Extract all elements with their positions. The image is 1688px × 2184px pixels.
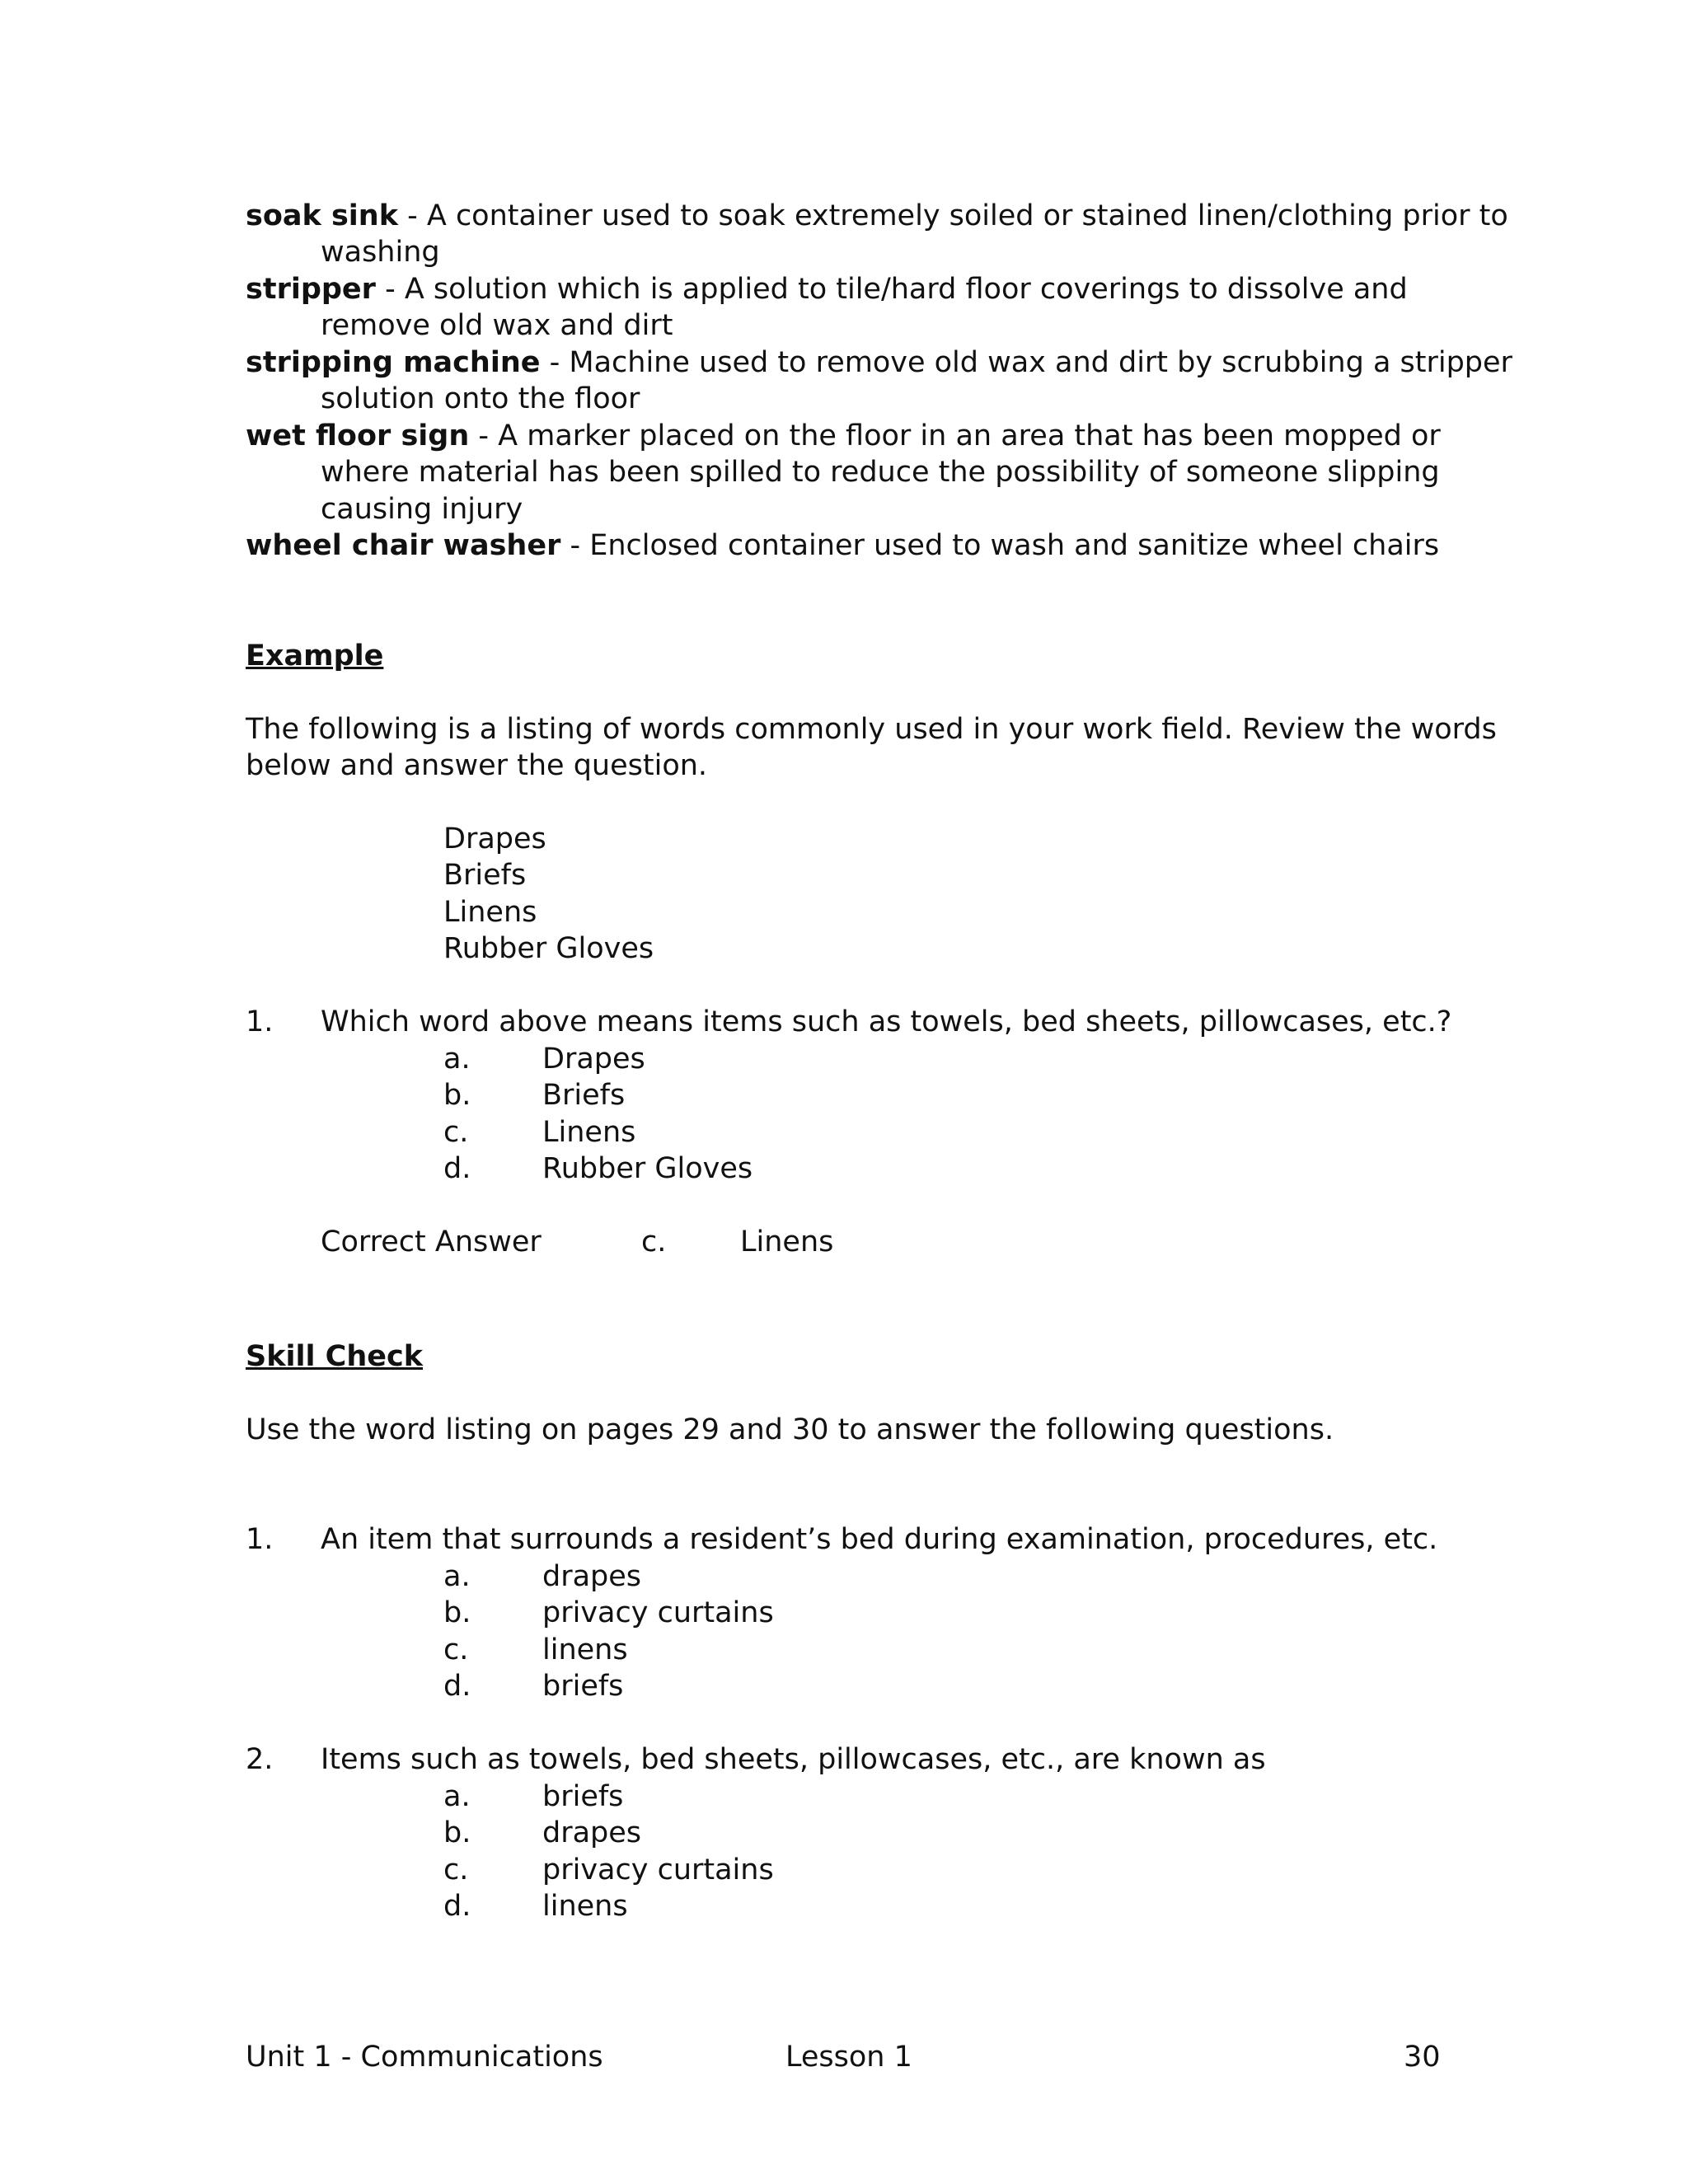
option-letter: b. xyxy=(443,1816,471,1849)
option-text: linens xyxy=(542,1633,628,1666)
glossary-term: stripper xyxy=(246,273,376,306)
option-letter: c. xyxy=(443,1633,469,1666)
glossary-definition-continued: where material has been spilled to reduce the possibility of someone slipping xyxy=(321,456,1440,489)
skill-check-intro: Use the word listing on pages 29 and 30 to answer the following questions. xyxy=(246,1413,1334,1446)
option-letter: a. xyxy=(443,1560,471,1593)
glossary-entry xyxy=(246,198,1508,234)
glossary-term: soak sink xyxy=(246,199,398,232)
option-text: Drapes xyxy=(542,1043,645,1076)
option-letter: b. xyxy=(443,1596,471,1629)
option-text: briefs xyxy=(542,1670,624,1703)
correct-answer-letter: c. xyxy=(641,1226,667,1258)
glossary-entry xyxy=(246,418,1441,454)
glossary-separator: - xyxy=(375,273,405,306)
glossary-term: wet floor sign xyxy=(246,419,470,452)
word-list-item: Rubber Gloves xyxy=(443,932,654,965)
option-text: Linens xyxy=(542,1116,636,1149)
glossary-definition: A container used to soak extremely soiled or stained linen/clothing prior to xyxy=(426,199,1508,232)
glossary-definition: A marker placed on the floor in an area that has been mopped or xyxy=(498,419,1441,452)
glossary-definition-continued: causing injury xyxy=(321,493,523,526)
page-number: 30 xyxy=(1404,2041,1441,2074)
correct-answer-text: Linens xyxy=(740,1226,834,1258)
example-heading: Example xyxy=(246,640,384,673)
option-letter: c. xyxy=(443,1116,469,1149)
question-number: 2. xyxy=(246,1743,274,1776)
footer-unit: Unit 1 - Communications xyxy=(246,2041,603,2074)
glossary-definition: Machine used to remove old wax and dirt by scrubbing a stripper xyxy=(569,346,1512,379)
correct-answer-label: Correct Answer xyxy=(321,1226,542,1258)
glossary-term: wheel chair washer xyxy=(246,529,561,562)
question-number: 1. xyxy=(246,1005,274,1038)
glossary-entry xyxy=(246,271,1408,307)
option-letter: b. xyxy=(443,1079,471,1112)
glossary-definition-continued: solution onto the floor xyxy=(321,382,640,415)
option-text: briefs xyxy=(542,1780,624,1813)
question-number: 1. xyxy=(246,1523,274,1556)
option-text: drapes xyxy=(542,1816,642,1849)
example-intro-line: below and answer the question. xyxy=(246,749,708,782)
option-text: Briefs xyxy=(542,1079,626,1112)
example-intro-line: The following is a listing of words commonly used in your work field. Review the words xyxy=(246,713,1497,746)
option-letter: d. xyxy=(443,1670,471,1703)
option-text: Rubber Gloves xyxy=(542,1152,753,1185)
option-letter: a. xyxy=(443,1780,471,1813)
question-text: An item that surrounds a resident’s bed during examination, procedures, etc. xyxy=(321,1523,1438,1556)
option-letter: c. xyxy=(443,1854,469,1886)
word-list-item: Drapes xyxy=(443,823,546,855)
option-text: linens xyxy=(542,1890,628,1923)
option-letter: d. xyxy=(443,1890,471,1923)
skill-check-heading: Skill Check xyxy=(246,1340,424,1373)
glossary-separator: - xyxy=(540,346,570,379)
word-list-item: Briefs xyxy=(443,859,527,892)
glossary-term: stripping machine xyxy=(246,346,541,379)
glossary-definition-continued: remove old wax and dirt xyxy=(321,309,673,342)
footer-lesson: Lesson 1 xyxy=(785,2041,912,2074)
question-text: Which word above means items such as towels, bed sheets, pillowcases, etc.? xyxy=(321,1005,1452,1038)
option-letter: d. xyxy=(443,1152,471,1185)
glossary-entry xyxy=(246,344,1512,381)
word-list-item: Linens xyxy=(443,896,537,929)
glossary-separator: - xyxy=(560,529,590,562)
option-text: privacy curtains xyxy=(542,1854,774,1886)
glossary-definition: Enclosed container used to wash and sanitize wheel chairs xyxy=(589,529,1440,562)
option-letter: a. xyxy=(443,1043,471,1076)
glossary-separator: - xyxy=(469,419,499,452)
glossary-separator: - xyxy=(397,199,427,232)
glossary-definition: A solution which is applied to tile/hard floor coverings to dissolve and xyxy=(404,273,1408,306)
glossary-entry xyxy=(246,527,1439,564)
question-text: Items such as towels, bed sheets, pillowcases, etc., are known as xyxy=(321,1743,1266,1776)
option-text: drapes xyxy=(542,1560,642,1593)
glossary-definition-continued: washing xyxy=(321,236,440,269)
option-text: privacy curtains xyxy=(542,1596,774,1629)
